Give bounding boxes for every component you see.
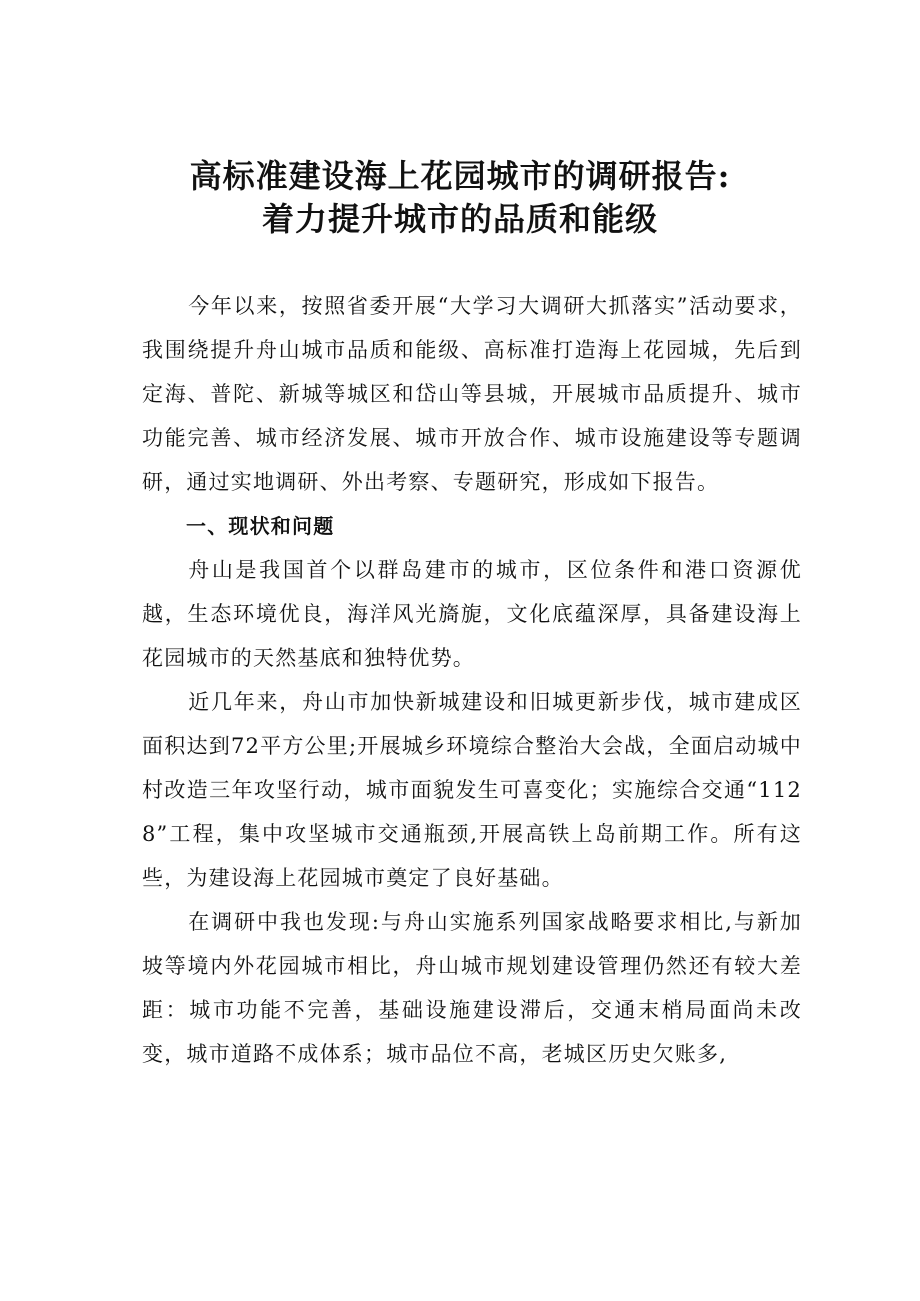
paragraph-zhoushan-advantages: 舟山是我国首个以群岛建市的城市，区位条件和港口资源优越，生态环境优良，海洋风光旖旎，文化底蕴深厚，具备建设海上花园城市的天然基底和独特优势。	[142, 558, 802, 670]
document-title-line-1: 高标准建设海上花园城市的调研报告:	[189, 157, 731, 195]
document-body	[142, 284, 802, 1076]
intro-paragraph: 今年以来，按照省委开展“大学习大调研大抓落实”活动要求，我围绕提升舟山城市品质和能级、高标准打造海上花园城，先后到定海、普陀、新城等城区和岱山等县城，开展城市品质提升、城市功能完善、城市经济发展、城市开放合作、城市设施建设等专题调研，通过实地调研、外出考察、专题研究，形成如下报告。	[142, 294, 802, 494]
document-title-line-2: 着力提升城市的品质和能级	[261, 200, 658, 238]
paragraph-recent-progress: 近几年来，舟山市加快新城建设和旧城更新步伐，城市建成区面积达到72平方公里;开展城乡环境综合整治大会战，全面启动城中村改造三年攻坚行动，城市面貌发生可喜变化；实施综合交通“1128”工程，集中攻坚城市交通瓶颈,开展高铁上岛前期工作。所有这些，为建设海上花园城市奠定了良好基础。	[142, 690, 802, 890]
paragraph-gaps-found: 在调研中我也发现:与舟山实施系列国家战略要求相比,与新加坡等境内外花园城市相比，舟山城市规划建设管理仍然还有较大差距：城市功能不完善，基础设施建设滞后，交通末梢局面尚未改变，城市道路不成体系；城市品位不高，老城区历史欠账多,	[142, 910, 802, 1066]
section-heading-status-and-problems: 一、现状和问题	[186, 514, 335, 538]
